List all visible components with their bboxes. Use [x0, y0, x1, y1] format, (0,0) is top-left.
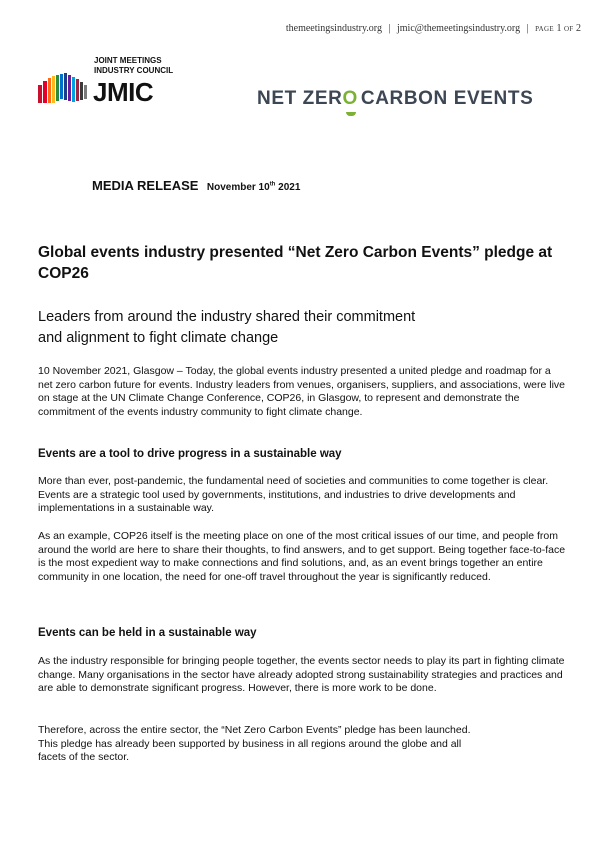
page-header	[286, 23, 581, 34]
section-tool-paragraph-1: More than ever, post-pandemic, the fundamental need of societies and communities to come together is clear. Events are a strategic tool used by governments, institutions, and industries to drive developments and implementations in a sustainable way.	[38, 475, 549, 515]
subheadline: Leaders from around the industry shared their commitment and alignment to fight climate change	[38, 309, 416, 346]
section-heading-sustainable: Events can be held in a sustainable way	[38, 627, 257, 639]
page-current: 1	[556, 23, 562, 34]
section-tool-paragraph-2: As an example, COP26 itself is the meeting place on one of the most critical issues of our time, and people from around the world are here to share their thoughts, to find answers, and to get support. Being together face-to-face is the most expedient way to make connections and find solutions, and, as an event brings together an entire community in one location, the need for one-off travel throughout the year is significantly reduced.	[38, 530, 566, 583]
separator: |	[388, 23, 391, 34]
net-zero-carbon-events-logo: NET ZERO CARBON EVENTS	[257, 88, 533, 110]
jmic-abbreviation: JMIC	[93, 77, 154, 107]
section-heading-tool: Events are a tool to drive progress in a sustainable way	[38, 448, 342, 460]
media-release-label: MEDIA RELEASE	[92, 178, 199, 193]
page-of: OF	[563, 25, 574, 33]
page-label: PAGE	[535, 25, 554, 33]
website-link[interactable]: themeetingsindustry.org	[285, 23, 382, 34]
section-sustainable-paragraph-1: As the industry responsible for bringing people together, the events sector needs to play its part in fighting climate change. Many organisations in the sector have already adopted strong sustainability strategies and practices and are able to demonstrate significant progress. However, there is more work to be done.	[38, 655, 565, 695]
media-release-line	[92, 177, 300, 195]
leaf-o-icon: O	[342, 88, 357, 110]
jmic-full-name: JOINT MEETINGS INDUSTRY COUNCIL	[94, 56, 174, 75]
jmic-stripes-icon	[38, 73, 92, 103]
section-sustainable-paragraph-2: Therefore, across the entire sector, the “Net Zero Carbon Events” pledge has been launched. This pledge has already been supported by business in all regions around the globe and all facets of the sector.	[38, 724, 471, 764]
intro-paragraph: 10 November 2021, Glasgow – Today, the global events industry presented a united pledge and roadmap for a net zero carbon future for events. Industry leaders from venues, organisers, suppliers, and associations, were live on stage at the UN Climate Change Conference, COP26, in Glasgow, to represent and demonstrate the commitment of the events industry community to fight climate change.	[38, 365, 566, 418]
release-date: November 10th 2021	[206, 181, 301, 193]
jmic-logo	[38, 56, 198, 116]
page-total: 2	[576, 23, 581, 34]
separator: |	[526, 23, 529, 34]
email-link[interactable]: jmic@themeetingsindustry.org	[396, 23, 521, 34]
headline: Global events industry presented “Net Zero Carbon Events” pledge at COP26	[38, 244, 553, 282]
